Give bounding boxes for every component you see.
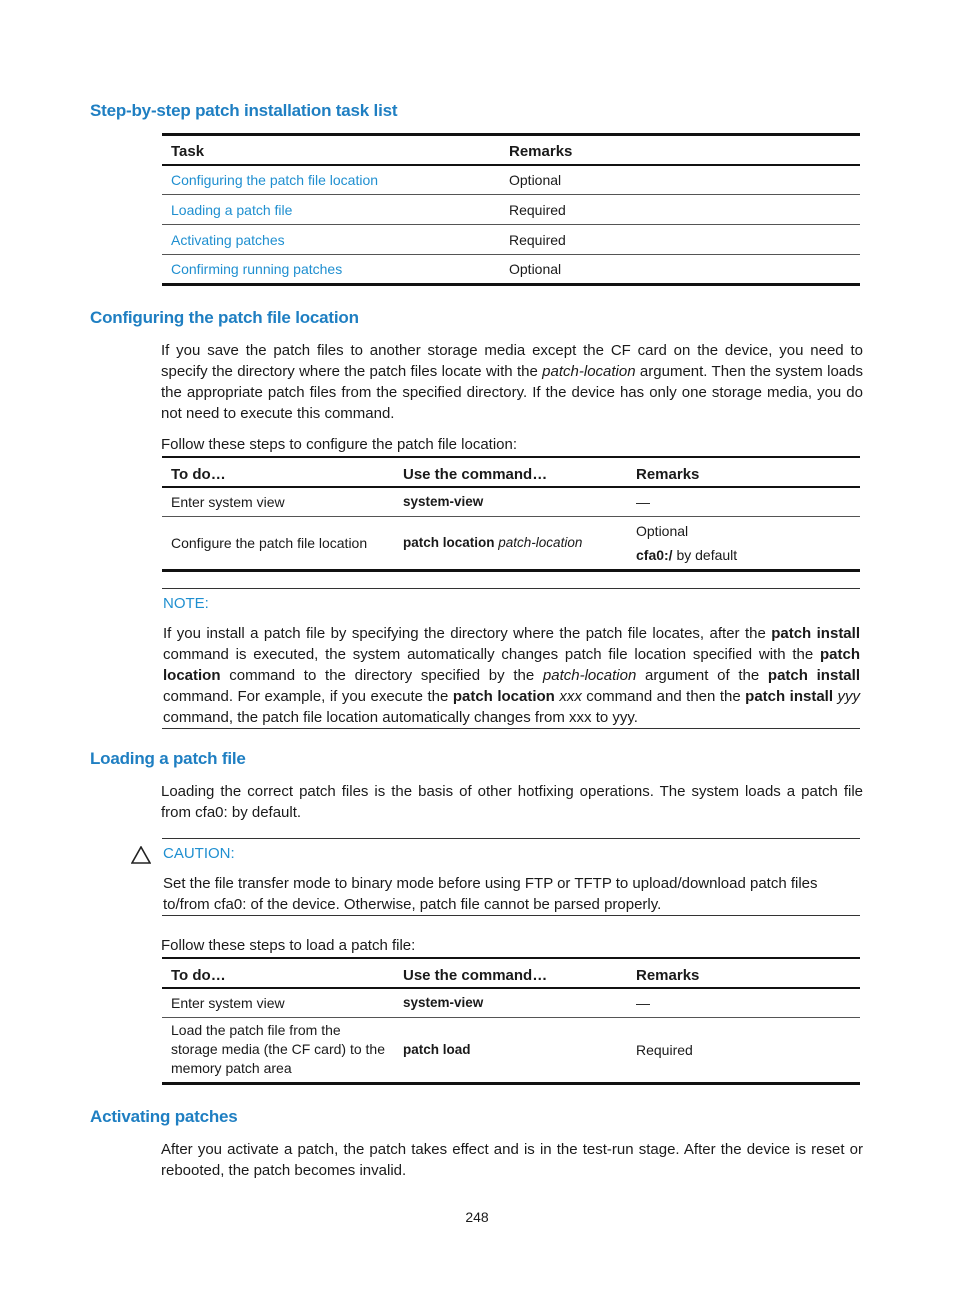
note-text-part: command is executed, the system automatically changes patch file location specified with the [163, 646, 820, 663]
note-text-part: patch install [745, 688, 834, 705]
column-header-command: Use the command… [403, 966, 548, 984]
column-header-command: Use the command… [403, 465, 548, 483]
section-title-activating: Activating patches [90, 1107, 238, 1126]
note-text-part: patch-location [542, 667, 637, 684]
remarks-cell: Required [636, 1041, 693, 1058]
column-header-todo: To do… [171, 465, 226, 483]
section-title-loading: Loading a patch file [90, 749, 246, 768]
caution-text: Set the file transfer mode to binary mode before using FTP or TFTP to upload/download patch files to/from cfa0: of the device. Otherwise, patch file cannot be parsed properly. [163, 875, 818, 913]
remarks-cell: Optional [509, 171, 562, 188]
table-row [162, 487, 860, 516]
table-row [162, 988, 860, 1017]
remarks-cell: Optional [509, 261, 562, 277]
caution-bottom-rule [162, 915, 860, 916]
task-link-activating[interactable]: Activating patches [171, 231, 285, 248]
note-text-part: command. For example, if you execute the [163, 688, 453, 705]
note-text-part: command to the directory specified by the [220, 667, 543, 684]
table-row [162, 516, 860, 570]
load-command-table [162, 957, 860, 1085]
column-header-remarks: Remarks [636, 966, 700, 984]
note-text-part: patch location [452, 688, 555, 705]
column-header-remarks: Remarks [509, 143, 573, 161]
table-row [162, 225, 860, 255]
remarks-cell: Optional cfa0:/ by default [636, 522, 738, 563]
configure-location-intro: Follow these steps to configure the patch file location: [161, 436, 518, 453]
todo-cell: Enter system view [171, 994, 285, 1011]
command-cell: system-view [403, 995, 484, 1011]
loading-paragraph: Loading the correct patch files is the basis of other hotfixing operations. The system loads a patch file from cfa0: by default. [161, 783, 863, 821]
column-header-todo: To do… [171, 966, 226, 984]
command-cell: system-view [403, 494, 484, 510]
section-title-task-list: Step-by-step patch installation task list [90, 101, 398, 120]
configure-location-paragraph: If you save the patch files to another storage media except the CF card on the device, you need to specify the directory where the patch files locate with the patch-location argument. Then the system loads the appropriate patch files from the specified directory. If the device has only one storage media, you do not need to execute this command. [161, 342, 863, 422]
todo-cell: Load the patch file from the storage media (the CF card) to the memory patch area [171, 1022, 385, 1076]
table-row [162, 165, 860, 195]
note-label: NOTE: [163, 595, 209, 612]
location-command-table [162, 456, 860, 572]
activating-paragraph: After you activate a patch, the patch takes effect and is in the test-run stage. After the device is reset or rebooted, the patch becomes invalid. [161, 1141, 863, 1179]
table-row [162, 1017, 860, 1083]
table-row [162, 195, 860, 225]
caution-label: CAUTION: [163, 845, 235, 862]
column-header-task: Task [171, 143, 205, 161]
note-text-part: argument of the [636, 667, 768, 684]
note-bottom-rule [162, 728, 860, 729]
table-row [162, 255, 860, 285]
note-text-part: patch install [771, 625, 860, 642]
remarks-cell: — [636, 994, 650, 1011]
loading-intro: Follow these steps to load a patch file: [161, 937, 416, 954]
task-table [162, 133, 860, 286]
caution-top-rule [162, 838, 860, 839]
remarks-cell: — [636, 493, 650, 510]
note-text [163, 623, 860, 728]
note-text-part: command, the patch file location automatically changes from xxx to yyy. [163, 709, 638, 726]
remarks-cell: Required [509, 231, 566, 248]
note-text-part: command and then the [581, 688, 746, 705]
column-header-remarks: Remarks [636, 465, 700, 483]
task-link-loading[interactable]: Loading a patch file [171, 201, 293, 218]
note-text-part: patch install [767, 667, 860, 684]
todo-cell: Enter system view [171, 493, 285, 510]
note-text-part: If you install a patch file by specifying the directory where the patch file locates, after the [163, 625, 772, 642]
task-link-configure-location[interactable]: Configuring the patch file location [171, 171, 379, 188]
note-text-part: patch location [163, 646, 860, 684]
command-cell: patch load [403, 1042, 471, 1057]
remarks-cell: Required [509, 201, 566, 218]
note-text-part: xxx [554, 688, 582, 705]
warning-triangle-icon [131, 846, 151, 864]
todo-cell: Configure the patch file location [171, 534, 368, 551]
note-text-part: yyy [833, 688, 860, 705]
section-title-configure-location: Configuring the patch file location [90, 308, 359, 327]
note-top-rule [162, 588, 860, 589]
task-link-confirming[interactable]: Confirming running patches [171, 261, 343, 277]
command-cell: patch location patch-location [403, 535, 583, 550]
page-number: 248 [465, 1209, 489, 1225]
